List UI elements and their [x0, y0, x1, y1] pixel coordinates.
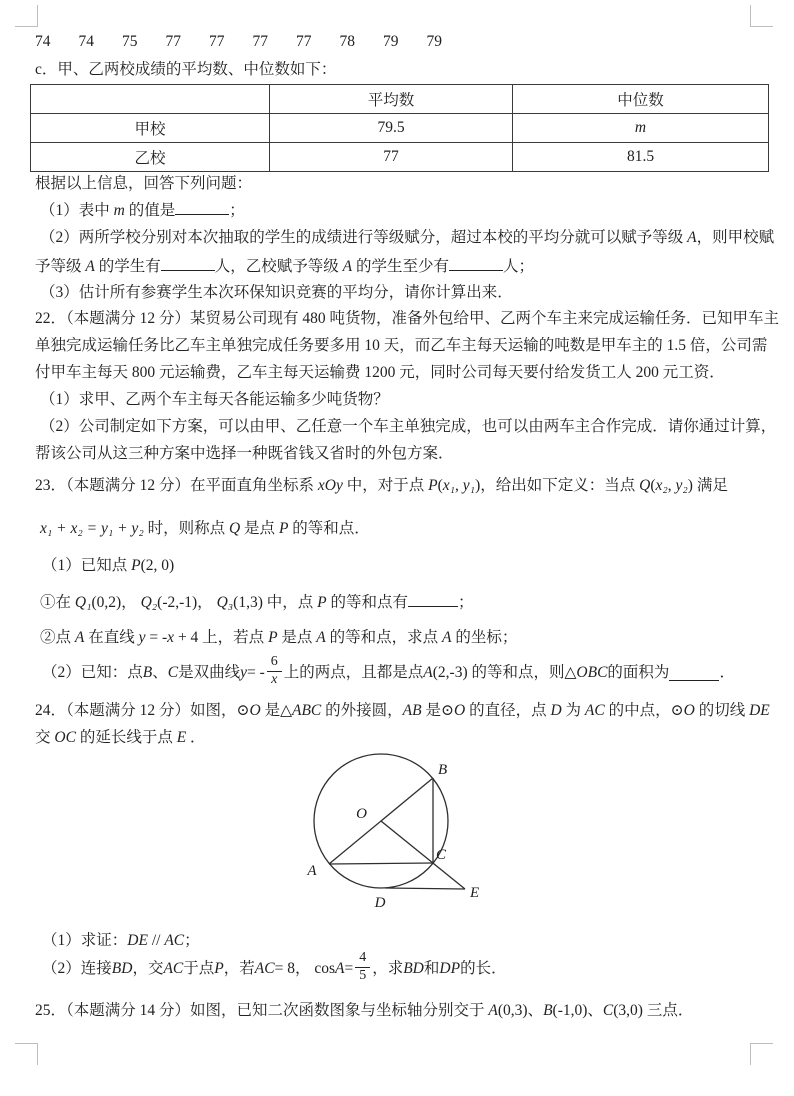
header-empty-cell: [31, 85, 270, 114]
q24-part2: （2）连接 BD ，交 AC 于点 P ，若 AC = 8， cos A = $\frac{4}{5}$ ，求 BD 和 DP 的长．: [42, 950, 507, 983]
crop-mark-top-right: [750, 5, 773, 27]
score-value: 77: [209, 33, 225, 50]
line-OCE: [381, 821, 465, 889]
point-label-C: C: [436, 847, 447, 863]
q21-part3: （3）估计所有参赛学生本次环保知识竞赛的平均分，请你计算出来．: [40, 284, 513, 301]
point-label-O: O: [356, 806, 367, 822]
q23-part1: （1）已知点 P(2, 0): [42, 557, 175, 574]
q21-part2-line2: 予等级 A 的学生有 人，乙校赋予等级 A 的学生至少有 人；: [35, 255, 534, 278]
q23-line1: 23．（本题满分 12 分）在平面直角坐标系 xOy 中，对于点 P(x₁, y₁)，给出如下定义：当点 Q(x₂, y₂) 满足: [35, 477, 728, 494]
school-b-median: 81.5: [513, 143, 769, 172]
school-a-label: 甲校: [31, 114, 270, 143]
table-row: [31, 114, 769, 143]
score-value: 78: [339, 33, 355, 50]
header-mean-cell: 平均数: [270, 85, 513, 114]
q23-part2: （2）已知：点 B 、 C 是双曲线 y = - $\frac{6}{x}$ 上的两点，且都是点 A (2,-3) 的等和点，则△ OBC 的面积为 ．: [42, 654, 735, 687]
school-a-median: [513, 114, 769, 143]
score-value: 77: [252, 33, 268, 50]
score-value: 74: [35, 33, 51, 50]
q24-part1: （1）求证：DE // AC；: [42, 932, 200, 949]
circle-geometry-figure: [250, 746, 570, 921]
score-value: 79: [426, 33, 442, 50]
crop-mark-bottom-right: [750, 1043, 773, 1065]
q22-line2: 单独完成运输任务比乙车主单独完成任务要多用 10 天，而乙车主每天运输的吨数是甲车主的 1.5 倍，公司需: [35, 337, 768, 354]
point-label-A: A: [307, 863, 317, 879]
q24-line2: 交 OC 的延长线于点 E ．: [35, 729, 206, 746]
q22-line1: 22．（本题满分 12 分）某贸易公司现有 480 吨货物，准备外包给甲、乙两个车主来完成运输任务．已知甲车主: [35, 310, 780, 327]
crop-mark-bottom-left: [15, 1043, 38, 1065]
median-variable-m: m: [634, 119, 647, 136]
score-list-row: [35, 33, 442, 51]
q24-line1: 24．（本题满分 12 分）如图，⊙O 是△ABC 的外接圆，AB 是⊙O 的直径，点 D 为 AC 的中点，⊙O 的切线 DE: [35, 702, 770, 719]
score-value: 79: [383, 33, 399, 50]
q21-lead: 根据以上信息，回答下列问题：: [35, 175, 253, 192]
table-row: [31, 143, 769, 172]
q22-part2-line2: 帮该公司从这三种方案中选择一种既省钱又省时的外包方案．: [35, 445, 454, 462]
q25-line1: 25．（本题满分 14 分）如图，已知二次函数图象与坐标轴分别交于 A(0,3)、B(-1,0)、C(3,0) 三点．: [35, 1002, 694, 1019]
school-b-mean: 77: [270, 143, 513, 172]
crop-mark-top-left: [15, 5, 38, 27]
school-a-mean: 79.5: [270, 114, 513, 143]
table-header-row: [31, 85, 769, 114]
school-b-label: 乙校: [31, 143, 270, 172]
q22-line3: 付甲车主每天 800 元运输费，乙车主每天运输费 1200 元，同时公司每天要付给发货工人 200 元工资．: [35, 364, 725, 381]
q22-part2-line1: （2）公司制定如下方案，可以由甲、乙任意一个车主单独完成，也可以由两车主合作完成．请你通过计算，: [40, 418, 777, 435]
q21-part2-line1: （2）两所学校分别对本次抽取的学生的成绩进行等级赋分，超过本校的平均分就可以赋予等级 A，则甲校赋: [40, 229, 775, 246]
score-value: 74: [78, 33, 94, 50]
score-value: 77: [296, 33, 312, 50]
q22-part1: （1）求甲、乙两个车主每天各能运输多少吨货物？: [40, 391, 389, 408]
point-label-D: D: [374, 895, 386, 911]
header-median-cell: 中位数: [513, 85, 769, 114]
score-value: 77: [165, 33, 181, 50]
point-label-E: E: [470, 885, 480, 901]
point-label-B: B: [438, 762, 448, 778]
q21-part1: （1）表中 m 的值是 ；: [40, 199, 245, 222]
score-value: 75: [122, 33, 138, 50]
q23-sub1: ①在 Q₁(0,2)， Q₂(-2,-1)， Q₃(1,3) 中，点 P 的等和点有 ；: [40, 591, 473, 614]
chord-AC: [329, 863, 433, 864]
tangent-DE: [385, 888, 465, 889]
stats-table: [30, 84, 769, 172]
q23-formula: x₁ + x₂ = y₁ + y₂ 时，则称点 Q 是点 P 的等和点．: [40, 520, 370, 537]
q23-sub2: ②点 A 在直线 y = -x + 4 上，若点 P 是点 A 的等和点，求点 A 的坐标；: [40, 629, 518, 646]
item-c-intro: c．甲、乙两校成绩的平均数、中位数如下：: [35, 61, 337, 78]
